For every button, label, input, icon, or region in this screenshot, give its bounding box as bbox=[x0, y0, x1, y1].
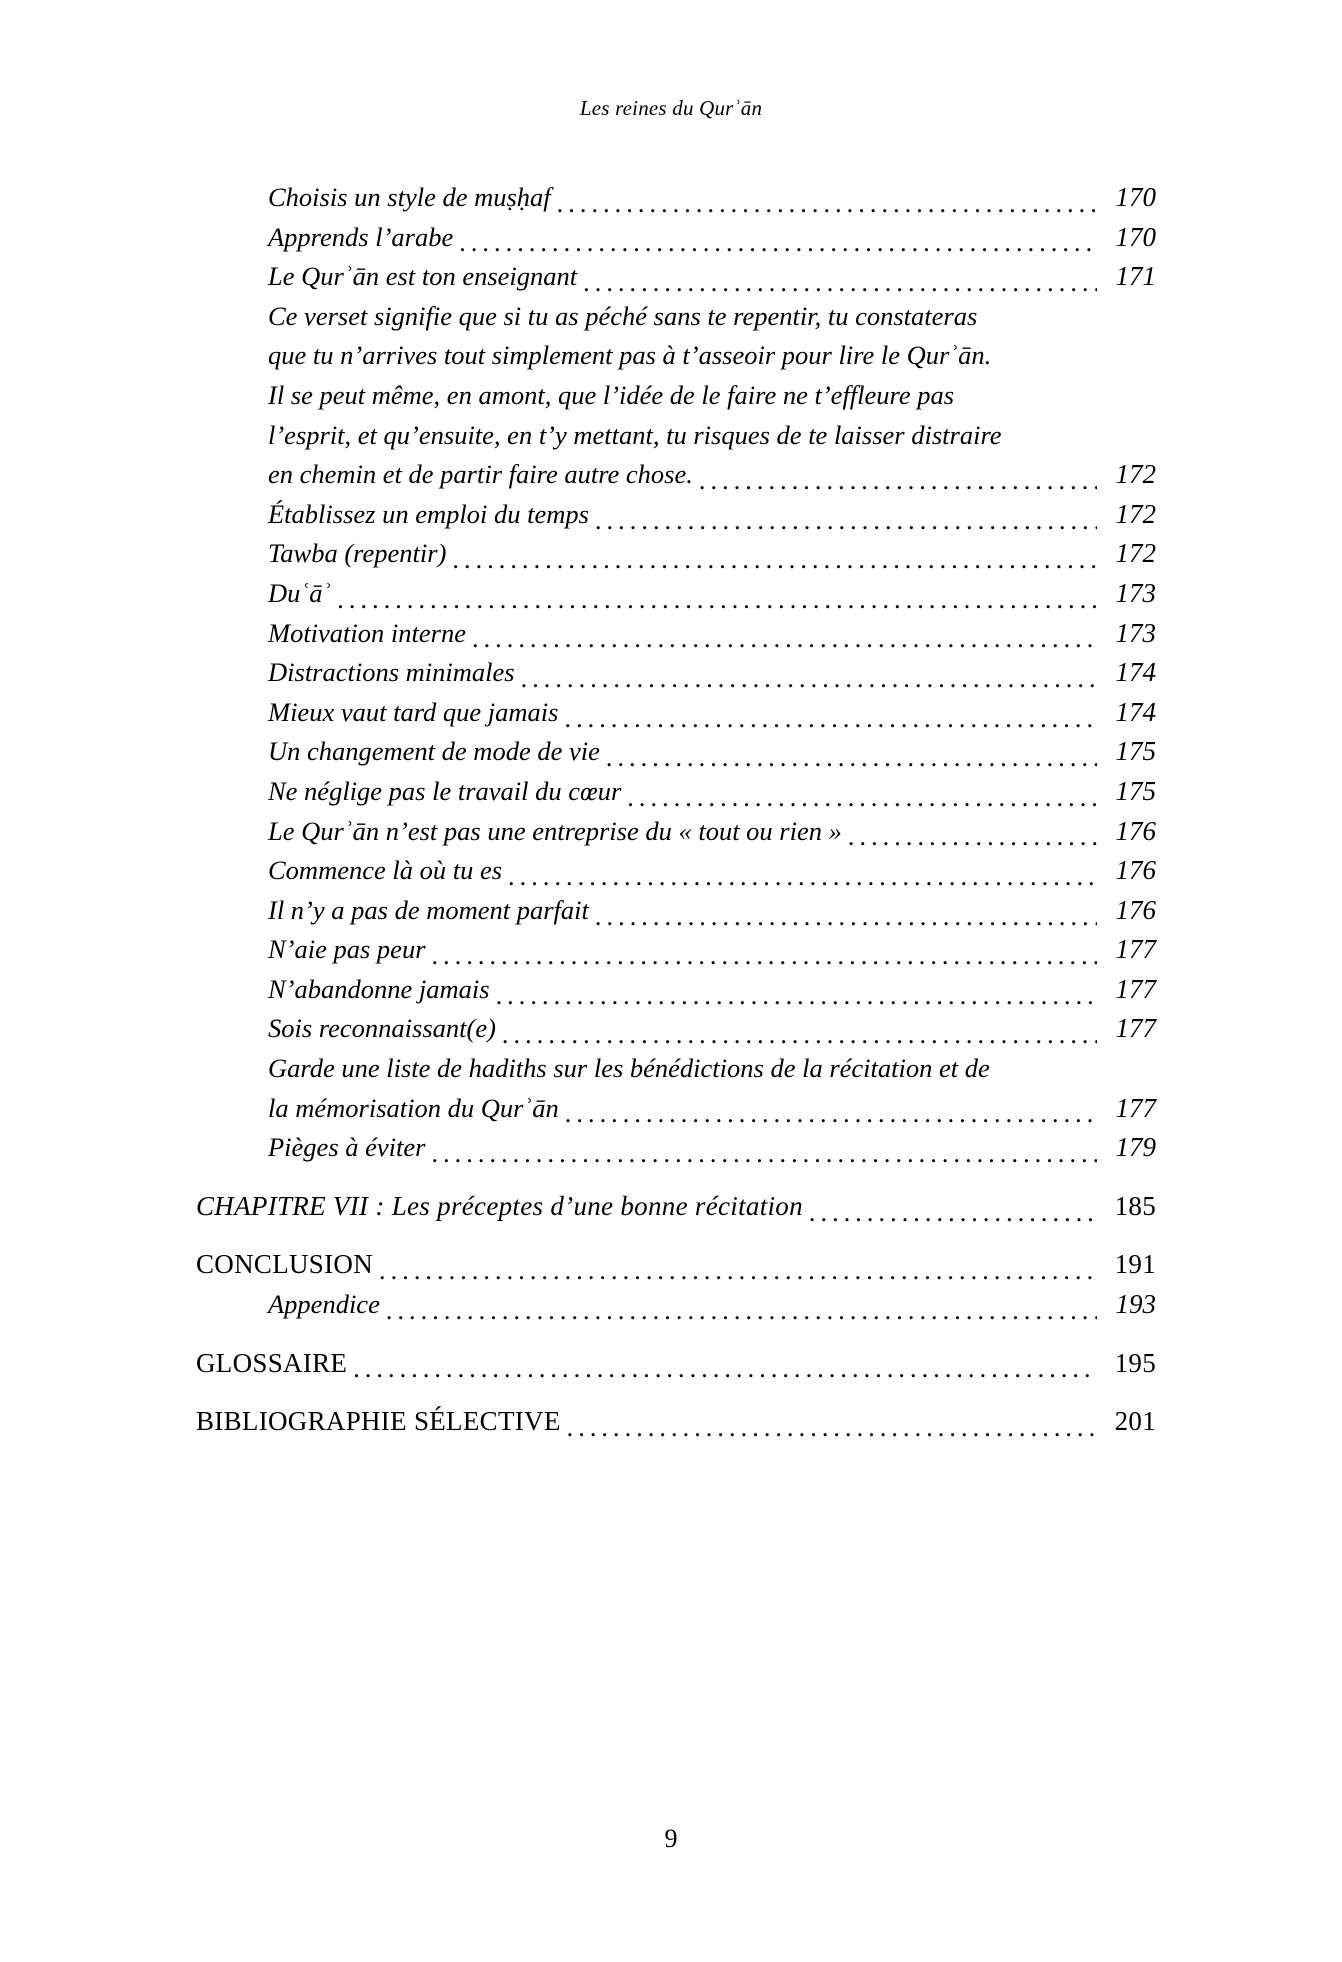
toc-entry[interactable] bbox=[196, 930, 1156, 970]
toc-leader-dots bbox=[459, 231, 1097, 258]
toc-entry[interactable] bbox=[196, 693, 1156, 733]
toc-entry-label: Il n’y a pas de moment parfait bbox=[268, 894, 589, 925]
toc-entry-label: Un changement de mode de vie bbox=[268, 736, 600, 767]
toc-page-number: 177 bbox=[1115, 1092, 1156, 1123]
toc-entry[interactable] bbox=[196, 772, 1156, 812]
toc-entry[interactable] bbox=[196, 534, 1156, 574]
running-head: Les reines du Qurʾān bbox=[579, 96, 763, 120]
toc-page-number: 176 bbox=[1115, 894, 1156, 925]
toc-leader-dots bbox=[521, 666, 1097, 693]
toc-leader-dots bbox=[595, 508, 1097, 535]
toc-page-number: 175 bbox=[1115, 775, 1156, 806]
toc-entry[interactable] bbox=[196, 1128, 1156, 1168]
toc-leader-dots bbox=[606, 745, 1097, 772]
toc-entry-label: Ne néglige pas le travail du cœur bbox=[268, 775, 622, 806]
toc-entry[interactable] bbox=[196, 1187, 1156, 1227]
toc-leader-dots bbox=[627, 785, 1097, 812]
toc-entry-label: CONCLUSION bbox=[196, 1249, 374, 1280]
toc-leader-dots bbox=[379, 1258, 1097, 1285]
toc-leader-dots bbox=[557, 191, 1097, 218]
toc-entry-label: Duʿāʾ bbox=[268, 577, 332, 608]
toc-entry-line: que tu n’arrives tout simplement pas à t’asseoir pour lire le Qurʾān. bbox=[268, 340, 992, 371]
page-folio-number: 9 bbox=[664, 1824, 678, 1853]
toc-entry[interactable] bbox=[196, 218, 1156, 258]
toc-entry-wrapped[interactable] bbox=[196, 297, 1156, 495]
toc-entry-label: BIBLIOGRAPHIE SÉLECTIVE bbox=[196, 1406, 561, 1437]
toc-page-number: 172 bbox=[1115, 459, 1156, 490]
toc-page-number: 173 bbox=[1115, 577, 1156, 608]
toc-page-number: 170 bbox=[1115, 182, 1156, 212]
toc-entry-label: Apprends l’arabe bbox=[268, 221, 454, 252]
toc-entry-label: CHAPITRE VII : Les préceptes d’une bonne récitation bbox=[196, 1190, 803, 1221]
toc-page-number: 179 bbox=[1115, 1132, 1156, 1163]
toc-leader-dots bbox=[337, 587, 1097, 614]
toc-page-number: 195 bbox=[1114, 1347, 1156, 1378]
toc-entry-label: Motivation interne bbox=[268, 617, 466, 648]
toc-page-number: 174 bbox=[1115, 657, 1156, 688]
toc-page-number: 177 bbox=[1115, 934, 1156, 965]
toc-leader-dots bbox=[431, 1141, 1097, 1168]
toc-entry[interactable] bbox=[196, 1344, 1156, 1384]
toc-entry-label: GLOSSAIRE bbox=[196, 1347, 348, 1378]
toc-entry-line: Garde une liste de hadiths sur les bénédictions de la récitation et de bbox=[268, 1053, 990, 1084]
toc-page-number: 174 bbox=[1115, 696, 1156, 727]
toc-page-number: 176 bbox=[1115, 815, 1156, 846]
toc-entry-label: Le Qurʾān n’est pas une entreprise du « tout ou rien » bbox=[268, 815, 842, 846]
toc-page-number: 193 bbox=[1115, 1289, 1156, 1320]
toc-entry[interactable] bbox=[196, 1285, 1156, 1325]
toc-entry[interactable] bbox=[196, 574, 1156, 614]
toc-entry-label: Appendice bbox=[268, 1289, 380, 1320]
toc-entry-line: Il se peut même, en amont, que l’idée de le faire ne t’effleure pas bbox=[268, 379, 955, 410]
toc-page-number: 177 bbox=[1115, 973, 1156, 1004]
toc-entry[interactable] bbox=[196, 891, 1156, 931]
toc-leader-dots bbox=[508, 864, 1097, 891]
toc-leader-dots bbox=[595, 904, 1097, 931]
toc-entry-label: Établissez un emploi du temps bbox=[268, 498, 589, 529]
toc-entry[interactable] bbox=[196, 732, 1156, 772]
toc-entry-label: Commence là où tu es bbox=[268, 855, 503, 886]
toc-entry-label: Le Qurʾān est ton enseignant bbox=[268, 261, 578, 292]
toc-entry[interactable] bbox=[196, 614, 1156, 654]
toc-leader-dots bbox=[496, 983, 1097, 1010]
toc-leader-dots bbox=[699, 468, 1097, 495]
toc-leader-dots bbox=[567, 1415, 1097, 1442]
toc-page-number: 185 bbox=[1114, 1190, 1156, 1221]
toc-leader-dots bbox=[472, 627, 1097, 654]
toc-page-number: 177 bbox=[1115, 1013, 1156, 1044]
toc-page-number: 172 bbox=[1115, 498, 1156, 529]
toc-page-number: 172 bbox=[1115, 538, 1156, 569]
toc-entry-label: en chemin et de partir faire autre chose. bbox=[268, 459, 693, 490]
toc-leader-dots bbox=[386, 1298, 1097, 1325]
toc-page-number: 191 bbox=[1114, 1249, 1156, 1280]
toc-leader-dots bbox=[848, 825, 1097, 852]
toc-page-number: 171 bbox=[1115, 261, 1156, 292]
toc-entry-label: N’abandonne jamais bbox=[268, 973, 490, 1004]
toc-entry[interactable] bbox=[196, 1245, 1156, 1285]
toc-entry[interactable] bbox=[196, 1009, 1156, 1049]
toc-entry-label: N’aie pas peur bbox=[268, 934, 426, 965]
toc-entry-label: Distractions minimales bbox=[268, 657, 515, 688]
toc-page-number: 176 bbox=[1115, 855, 1156, 886]
toc-entry-label: Choisis un style de muṣḥaf bbox=[268, 182, 551, 212]
toc-entry-line: Ce verset signifie que si tu as péché sans te repentir, tu constateras bbox=[268, 300, 978, 331]
table-of-contents bbox=[196, 178, 1156, 1442]
toc-entry-label: Sois reconnaissant(e) bbox=[268, 1013, 496, 1044]
toc-entry[interactable] bbox=[196, 257, 1156, 297]
toc-leader-dots bbox=[564, 706, 1097, 733]
toc-entry[interactable] bbox=[196, 812, 1156, 852]
toc-leader-dots bbox=[583, 270, 1097, 297]
toc-entry[interactable] bbox=[196, 851, 1156, 891]
toc-leader-dots bbox=[452, 547, 1097, 574]
toc-leader-dots bbox=[502, 1023, 1097, 1050]
toc-entry[interactable] bbox=[196, 1402, 1156, 1442]
toc-leader-dots bbox=[353, 1356, 1097, 1383]
toc-leader-dots bbox=[432, 943, 1097, 970]
toc-page-number: 173 bbox=[1115, 617, 1156, 648]
toc-entry-line: l’esprit, et qu’ensuite, en t’y mettant, tu risques de te laisser distraire bbox=[268, 419, 1002, 450]
toc-entry-wrapped[interactable] bbox=[196, 1049, 1156, 1128]
toc-entry-label: Pièges à éviter bbox=[268, 1132, 426, 1163]
toc-entry[interactable] bbox=[196, 653, 1156, 693]
toc-entry[interactable] bbox=[196, 970, 1156, 1010]
toc-page-number: 170 bbox=[1115, 221, 1156, 252]
toc-entry-label: Mieux vaut tard que jamais bbox=[268, 696, 559, 727]
toc-leader-dots bbox=[809, 1199, 1097, 1226]
toc-entry[interactable] bbox=[196, 178, 1156, 218]
toc-entry[interactable] bbox=[196, 495, 1156, 535]
toc-page-number: 201 bbox=[1114, 1406, 1156, 1437]
toc-leader-dots bbox=[565, 1102, 1097, 1129]
toc-entry-label: la mémorisation du Qurʾān bbox=[268, 1092, 559, 1123]
toc-page-number: 175 bbox=[1115, 736, 1156, 767]
toc-entry-label: Tawba (repentir) bbox=[268, 538, 447, 569]
